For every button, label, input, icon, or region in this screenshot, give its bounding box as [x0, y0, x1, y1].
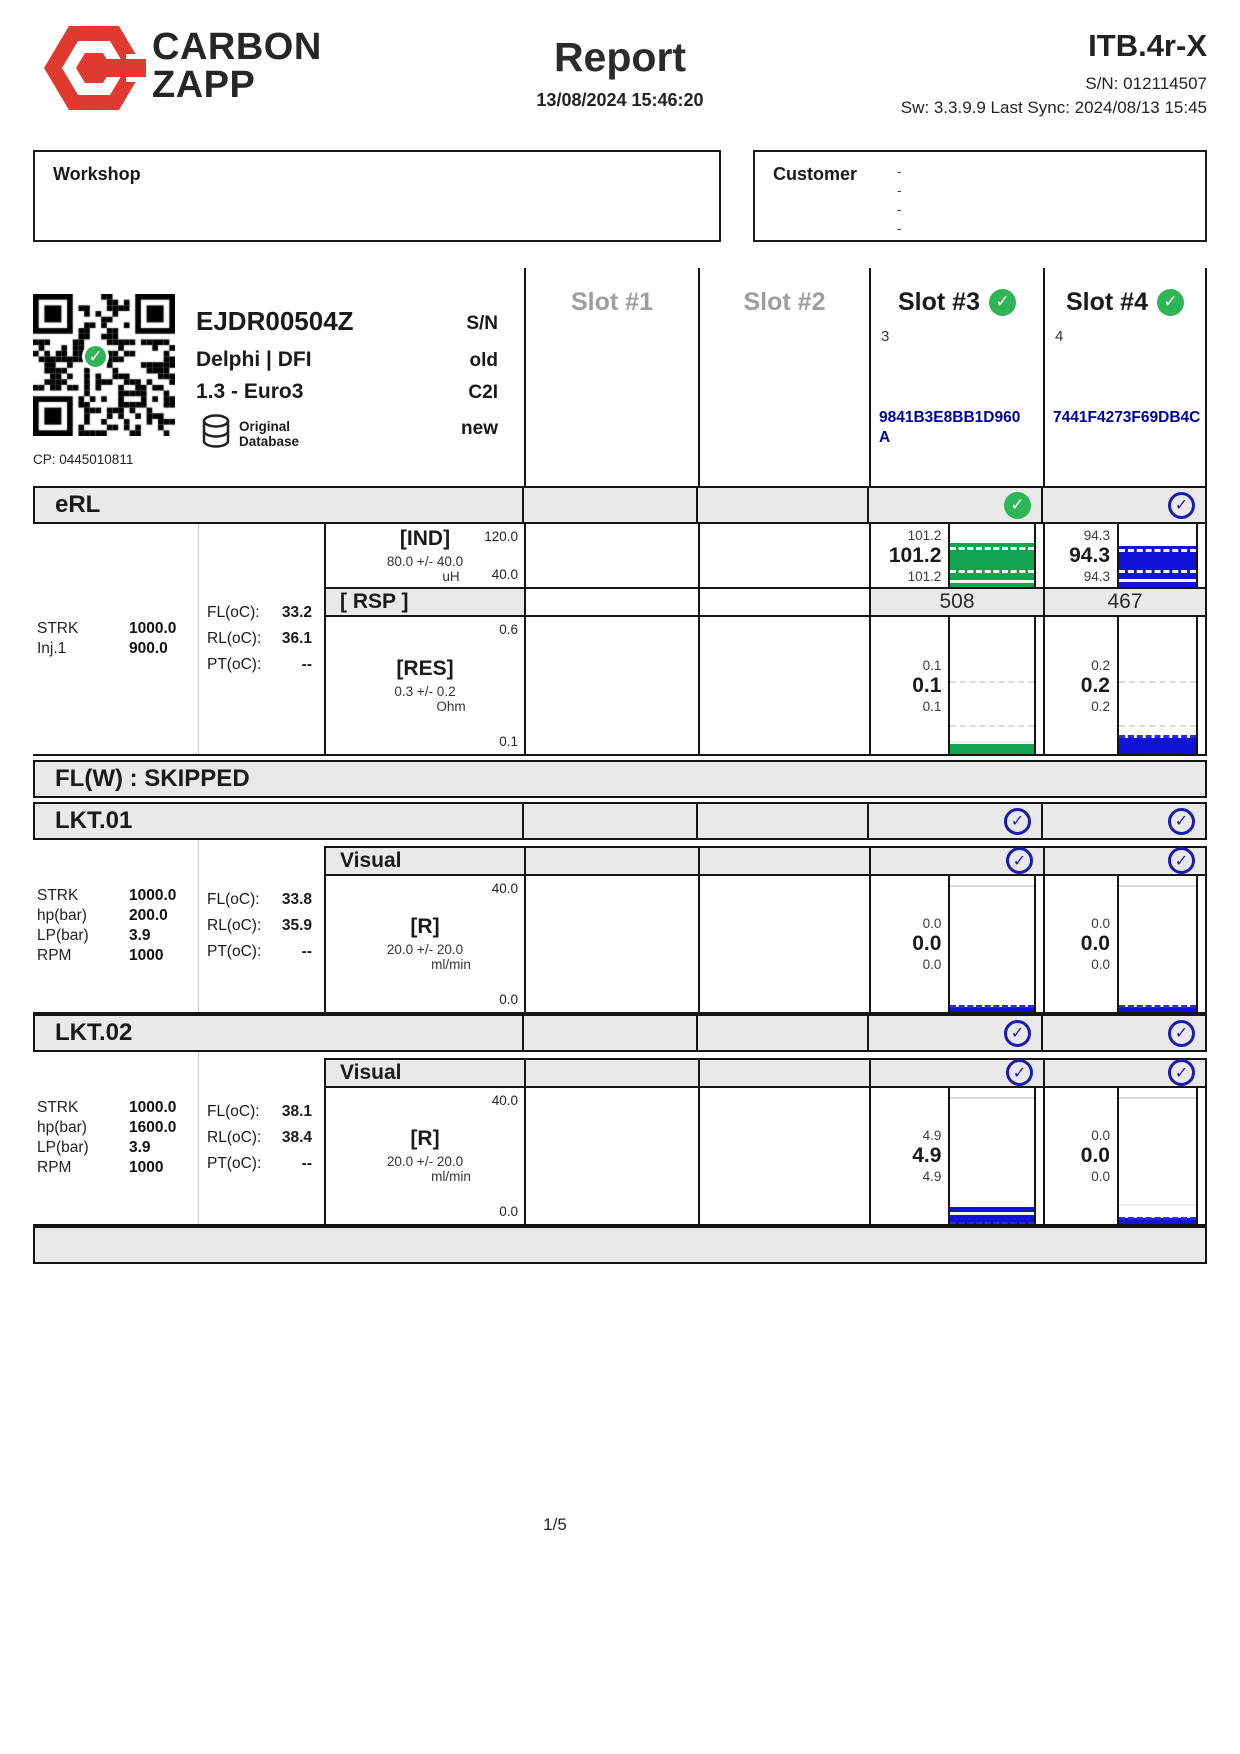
temp-value: -- — [301, 656, 312, 673]
value-min: 94.3 — [1083, 568, 1110, 584]
value-stack — [1045, 1127, 1117, 1185]
temp-label: PT(oC): — [207, 1155, 262, 1172]
bar-line — [950, 1097, 1034, 1099]
injector-info-cell — [33, 268, 524, 486]
injector-id: 7441F4273F69DB4C — [1053, 409, 1201, 426]
slot-label-text: Slot #1 — [571, 287, 653, 316]
bar-chart — [948, 524, 1036, 587]
slot-label-text: Slot #4 — [1066, 287, 1148, 316]
slot-measure-cell — [698, 524, 869, 589]
axis-top-label: 0.6 — [499, 622, 518, 638]
slot-measure-cell — [698, 876, 869, 1012]
param-value: 1000 — [129, 947, 164, 964]
slot-label — [871, 268, 1043, 320]
slot-measure-cell — [869, 876, 1043, 1012]
temp-value: 35.9 — [281, 917, 312, 934]
bar-line — [1119, 1204, 1196, 1206]
visual-band-label — [324, 846, 524, 876]
section-slot-cell — [696, 488, 867, 522]
temp-row — [199, 1125, 324, 1151]
bar-line — [950, 1212, 1034, 1215]
param-value: 1000.0 — [129, 1099, 177, 1116]
param-value: 3.9 — [129, 927, 151, 944]
value-avg: 101.2 — [888, 543, 942, 567]
section-slot-cell — [867, 1016, 1041, 1050]
slot-header-row — [33, 268, 1207, 486]
measurement-label-cell — [324, 1088, 524, 1224]
section-slot-cell — [522, 804, 696, 838]
block-cell — [698, 589, 869, 617]
block-cell — [698, 846, 869, 876]
slot-measure-cell — [698, 1088, 869, 1224]
bar-chart — [1117, 1088, 1198, 1224]
value-min: 0.0 — [1091, 956, 1110, 972]
block-cell — [524, 589, 698, 617]
param-row — [37, 1138, 198, 1158]
customer-placeholder-line: - — [897, 201, 902, 217]
value-avg: 0.0 — [912, 931, 942, 955]
section-slot-cell — [522, 488, 696, 522]
device-model: ITB.4r-X — [1088, 28, 1207, 63]
params-cell — [33, 840, 198, 1012]
value-max: 0.1 — [922, 657, 942, 673]
value-stack — [1045, 915, 1117, 973]
database-icon — [201, 414, 231, 453]
slot-label — [700, 268, 869, 320]
temp-row — [199, 626, 324, 652]
slot-label-text: Slot #3 — [898, 287, 980, 316]
slot-check-icon: ✓ — [989, 289, 1016, 316]
slot-number: 4 — [1055, 328, 1064, 345]
injector-code: EJDR00504Z — [196, 306, 354, 336]
brand-line1: CARBON — [152, 26, 322, 68]
value-min: 101.2 — [907, 568, 942, 584]
param-label: hp(bar) — [37, 1119, 87, 1136]
visual-check-icon: ✓ — [1168, 1059, 1195, 1086]
qr-verified-icon: ✓ — [82, 343, 109, 370]
carbonzapp-logo-icon — [42, 18, 146, 118]
temp-label: FL(oC): — [207, 1103, 260, 1120]
param-label: LP(bar) — [37, 927, 89, 944]
rsp-value-text: 467 — [1107, 590, 1143, 614]
block-cell — [1043, 846, 1207, 876]
measurement-tolerance: 20.0 +/- 20.0 — [386, 942, 464, 958]
value-stack — [871, 915, 948, 973]
param-label: RPM — [37, 1159, 72, 1176]
value-max: 0.0 — [922, 915, 942, 931]
value-max: 94.3 — [1083, 527, 1110, 543]
rsp-value — [869, 589, 1043, 617]
bar-chart — [1117, 524, 1198, 587]
section-label: LKT.02 — [55, 1019, 133, 1046]
brand-line2: ZAPP — [152, 64, 256, 106]
slot-stack — [869, 1052, 1043, 1224]
brand-text — [152, 28, 322, 104]
section-slot-cell — [1041, 804, 1205, 838]
slot-measure-cell — [524, 617, 698, 754]
value-stack — [871, 657, 948, 715]
value-stack — [871, 527, 948, 585]
slot-measure-cell — [524, 876, 698, 1012]
section-check-icon: ✓ — [1004, 808, 1031, 835]
temps-cell — [198, 524, 324, 754]
report-datetime: 13/08/2024 15:46:20 — [536, 90, 704, 110]
bar-line — [1119, 1005, 1196, 1008]
injector-col-label: S/N — [466, 313, 498, 334]
temp-value: 33.8 — [281, 891, 312, 908]
params-cell — [33, 1052, 198, 1224]
bar-line — [1119, 735, 1196, 738]
slot-measure-cell — [1043, 617, 1207, 754]
slot-column-header — [524, 268, 698, 486]
temp-value: 38.1 — [281, 1103, 312, 1120]
section-slot-cell — [522, 1016, 696, 1050]
bar-line — [1119, 570, 1196, 573]
axis-bottom-label: 0.0 — [499, 991, 518, 1007]
section-slot-cell — [1041, 1016, 1205, 1050]
temp-row — [199, 652, 324, 678]
bar-line — [1119, 1097, 1196, 1099]
bar-fill — [1119, 738, 1196, 754]
measurement-label-cell — [324, 876, 524, 1012]
results-table — [33, 268, 1207, 1264]
value-min: 0.2 — [1091, 698, 1110, 714]
measurement-label: [RES] — [396, 657, 454, 681]
temp-label: FL(oC): — [207, 891, 260, 908]
value-stack — [1045, 527, 1117, 585]
measurement-unit: ml/min — [431, 957, 471, 973]
slot-stack — [698, 1052, 869, 1224]
bar-line — [950, 741, 1034, 743]
slot-label-text: Slot #2 — [743, 287, 826, 316]
value-stack — [871, 1127, 948, 1185]
injector-standard: 1.3 - Euro3 — [196, 380, 304, 403]
section-band — [33, 802, 1207, 840]
slot-stack — [524, 840, 698, 1012]
report-title: Report — [553, 34, 687, 80]
param-value: 900.0 — [129, 640, 168, 657]
value-min: 0.1 — [922, 698, 942, 714]
param-row — [37, 906, 198, 926]
slot-column-header — [869, 268, 1043, 486]
bar-line — [950, 681, 1034, 683]
band-label-text: Visual — [340, 848, 402, 872]
band-label-text: Visual — [340, 1060, 402, 1084]
bar-line — [1119, 885, 1196, 887]
device-serial: S/N: 012114507 — [1085, 74, 1207, 93]
block-cell — [869, 1058, 1043, 1088]
param-value: 1600.0 — [129, 1119, 177, 1136]
temp-value: 36.1 — [281, 630, 312, 647]
database-label-line2: Database — [239, 433, 300, 449]
block-cell — [1043, 1058, 1207, 1088]
slot-measure-cell — [524, 1088, 698, 1224]
param-label: STRK — [37, 1099, 79, 1116]
param-value: 1000.0 — [129, 620, 177, 637]
visual-check-icon: ✓ — [1168, 847, 1195, 874]
injector-id: 9841B3E8BB1D960A — [879, 409, 1021, 446]
injector-col-label: C2I — [468, 382, 498, 403]
value-min: 0.0 — [1091, 1168, 1110, 1184]
param-row — [37, 1098, 198, 1118]
injector-col-label: new — [461, 418, 498, 439]
slot-measure-cell — [869, 524, 1043, 589]
page-number: 1/5 — [543, 1515, 567, 1534]
injector-brand: Delphi | DFI — [196, 348, 312, 371]
temp-value: 33.2 — [281, 604, 312, 621]
param-value: 3.9 — [129, 1139, 151, 1156]
bar-line — [950, 725, 1034, 727]
rsp-value — [1043, 589, 1207, 617]
temps-cell — [198, 1052, 324, 1224]
temp-label: PT(oC): — [207, 943, 262, 960]
device-sync: Sw: 3.3.9.9 Last Sync: 2024/08/13 15:45 — [900, 98, 1207, 117]
value-stack — [1045, 657, 1117, 715]
table-footer-band — [33, 1226, 1207, 1264]
measure-label-stack — [324, 1052, 524, 1224]
bar-chart — [948, 876, 1036, 1012]
temp-row — [199, 939, 324, 965]
section-slot-cell — [696, 804, 867, 838]
axis-top-label: 40.0 — [491, 1092, 518, 1108]
temp-value: -- — [301, 1155, 312, 1172]
param-label: Inj.1 — [37, 640, 67, 657]
slot-measure-cell — [869, 617, 1043, 754]
customer-placeholder-line: - — [897, 163, 902, 179]
temp-row — [199, 1151, 324, 1177]
value-max: 0.0 — [1091, 1127, 1110, 1143]
customer-label: Customer — [773, 164, 858, 184]
slot-check-icon: ✓ — [1157, 289, 1184, 316]
axis-bottom-label: 40.0 — [491, 567, 518, 583]
temp-row — [199, 887, 324, 913]
slot-stack — [698, 524, 869, 754]
slot-measure-cell — [1043, 524, 1207, 589]
workshop-box — [33, 150, 721, 242]
visual-check-icon: ✓ — [1006, 1059, 1033, 1086]
measurement-tolerance: 0.3 +/- 0.2 — [394, 684, 456, 700]
axis-top-label: 120.0 — [484, 529, 518, 544]
value-max: 0.0 — [1091, 915, 1110, 931]
value-avg: 4.9 — [912, 1143, 942, 1167]
param-row — [37, 639, 198, 659]
section-slot-cell — [867, 804, 1041, 838]
section-slot-cell — [1041, 488, 1205, 522]
param-label: hp(bar) — [37, 907, 87, 924]
value-avg: 0.2 — [1080, 673, 1110, 697]
customer-placeholder-line: - — [897, 182, 902, 198]
section-check-icon: ✓ — [1168, 492, 1195, 519]
section-label: LKT.01 — [55, 807, 133, 834]
param-label: RPM — [37, 947, 72, 964]
bar-line — [1119, 549, 1196, 552]
slot-stack — [1043, 1052, 1207, 1224]
block-cell — [524, 846, 698, 876]
section-slot-cell — [867, 488, 1041, 522]
bar-line — [950, 1005, 1034, 1008]
bar-line — [950, 885, 1034, 887]
value-max: 4.9 — [922, 1127, 942, 1143]
temp-value: 38.4 — [281, 1129, 312, 1146]
band-label-text: [ RSP ] — [340, 590, 409, 614]
param-label: STRK — [37, 620, 79, 637]
section-slot-cell — [696, 1016, 867, 1050]
slot-measure-cell — [1043, 1088, 1207, 1224]
measurement-block — [33, 1052, 1207, 1226]
section-check-icon: ✓ — [1168, 1020, 1195, 1047]
rsp-value-text: 508 — [939, 590, 975, 614]
slot-column-header — [1043, 268, 1207, 486]
temp-row — [199, 913, 324, 939]
param-value: 200.0 — [129, 907, 168, 924]
customer-placeholder-lines — [897, 162, 902, 238]
measurement-label-cell — [324, 617, 524, 754]
bar-chart — [1117, 617, 1198, 754]
measurement-label: [R] — [410, 915, 440, 939]
bar-line — [950, 1222, 1034, 1224]
param-row — [37, 619, 198, 639]
bar-line — [1119, 681, 1196, 683]
cp-number: CP: 0445010811 — [33, 452, 134, 467]
param-row — [37, 946, 198, 966]
value-max: 0.2 — [1091, 657, 1110, 673]
customer-box — [753, 150, 1207, 242]
measurement-block — [33, 524, 1207, 756]
measurement-tolerance: 20.0 +/- 20.0 — [386, 1154, 464, 1170]
axis-bottom-label: 0.0 — [499, 1203, 518, 1219]
database-label-line1: Original — [239, 418, 291, 434]
visual-check-icon: ✓ — [1006, 847, 1033, 874]
temp-label: RL(oC): — [207, 917, 262, 934]
section-band — [33, 486, 1207, 524]
temp-value: -- — [301, 943, 312, 960]
measurement-label: [IND] — [399, 527, 451, 551]
axis-bottom-label: 0.1 — [499, 734, 518, 749]
section-check-icon: ✓ — [1004, 492, 1031, 519]
block-cell — [869, 846, 1043, 876]
bar-fill — [950, 744, 1034, 754]
bar-line — [1119, 579, 1196, 582]
measurement-unit: uH — [442, 569, 460, 585]
temp-label: FL(oC): — [207, 604, 260, 621]
bar-chart — [1117, 876, 1198, 1012]
measurement-unit: Ohm — [436, 699, 466, 715]
temp-label: RL(oC): — [207, 1129, 262, 1146]
measurement-label-cell — [324, 524, 524, 589]
section-check-icon: ✓ — [1168, 808, 1195, 835]
params-cell — [33, 524, 198, 754]
value-avg: 0.0 — [1080, 931, 1110, 955]
value-avg: 0.1 — [912, 673, 942, 697]
temps-cell — [198, 840, 324, 1012]
temp-label: RL(oC): — [207, 630, 262, 647]
database-badge — [201, 414, 299, 453]
slot-stack — [1043, 524, 1207, 754]
slot-stack — [869, 840, 1043, 1012]
bar-line — [1119, 1217, 1196, 1220]
bar-chart — [948, 617, 1036, 754]
measurement-label: [R] — [410, 1127, 440, 1151]
value-avg: 0.0 — [1080, 1143, 1110, 1167]
value-min: 4.9 — [922, 1168, 942, 1184]
temp-row — [199, 600, 324, 626]
temp-row — [199, 1099, 324, 1125]
section-check-icon: ✓ — [1004, 1020, 1031, 1047]
param-row — [37, 1158, 198, 1178]
slot-column-header — [698, 268, 869, 486]
slot-stack — [1043, 840, 1207, 1012]
block-cell — [698, 1058, 869, 1088]
value-min: 0.0 — [922, 956, 942, 972]
section-band — [33, 1014, 1207, 1052]
measurement-block — [33, 840, 1207, 1014]
rsp-band-label — [324, 589, 524, 617]
slot-measure-cell — [869, 1088, 1043, 1224]
param-value: 1000.0 — [129, 887, 177, 904]
param-value: 1000 — [129, 1159, 164, 1176]
skipped-band: FL(W) : SKIPPED — [33, 760, 1207, 798]
slot-number: 3 — [881, 328, 890, 345]
bar-line — [950, 570, 1034, 573]
measurement-tolerance: 80.0 +/- 40.0 — [386, 554, 464, 570]
slot-measure-cell — [698, 617, 869, 754]
param-label: LP(bar) — [37, 1139, 89, 1156]
visual-band-label — [324, 1058, 524, 1088]
slot-stack — [524, 1052, 698, 1224]
value-max: 101.2 — [907, 527, 942, 543]
measure-label-stack — [324, 840, 524, 1012]
param-row — [37, 926, 198, 946]
slot-stack — [869, 524, 1043, 754]
workshop-label: Workshop — [53, 164, 141, 184]
slot-label — [526, 268, 698, 320]
temp-label: PT(oC): — [207, 656, 262, 673]
param-label: STRK — [37, 887, 79, 904]
slot-measure-cell — [524, 524, 698, 589]
bar-line — [950, 547, 1034, 550]
slot-label — [1045, 268, 1205, 320]
axis-top-label: 40.0 — [491, 880, 518, 896]
value-avg: 94.3 — [1069, 543, 1110, 567]
param-row — [37, 886, 198, 906]
database-label — [239, 419, 299, 449]
slot-stack — [698, 840, 869, 1012]
slot-measure-cell — [1043, 876, 1207, 1012]
bar-line — [950, 580, 1034, 583]
slot-stack — [524, 524, 698, 754]
device-info — [901, 28, 1207, 118]
injector-col-label: old — [469, 350, 498, 371]
section-label: eRL — [55, 491, 101, 518]
block-cell — [524, 1058, 698, 1088]
bar-line — [1119, 725, 1196, 727]
param-row — [37, 1118, 198, 1138]
measurement-unit: ml/min — [431, 1169, 471, 1185]
customer-placeholder-line: - — [897, 220, 902, 236]
measure-label-stack — [324, 524, 524, 754]
bar-chart — [948, 1088, 1036, 1224]
